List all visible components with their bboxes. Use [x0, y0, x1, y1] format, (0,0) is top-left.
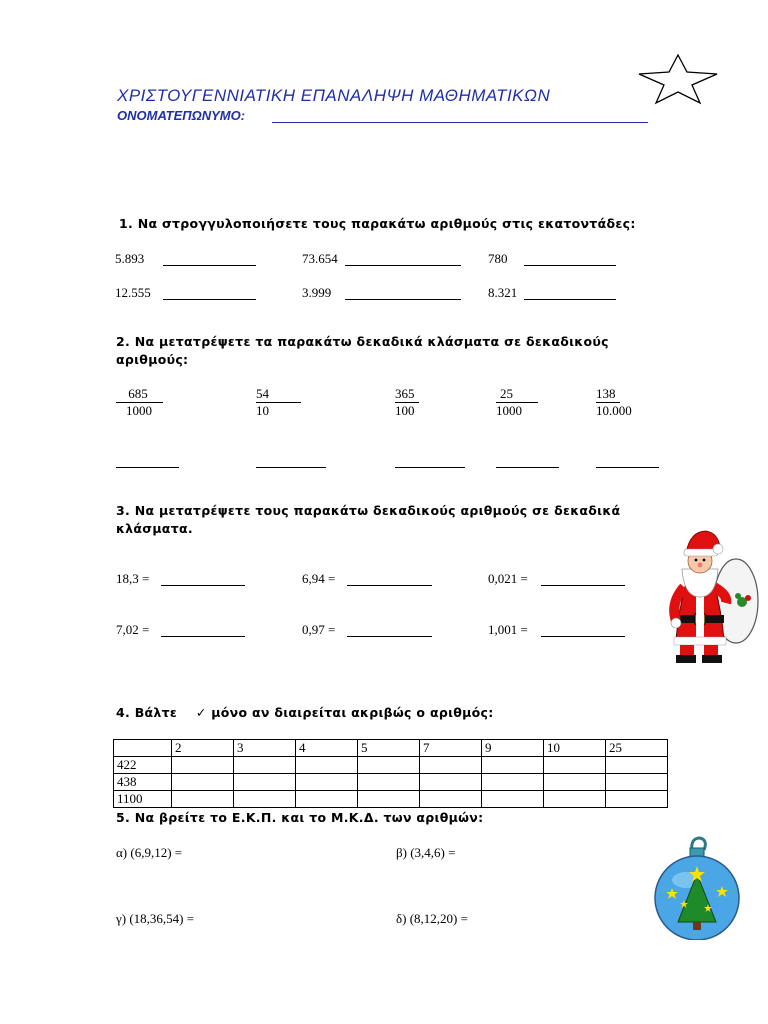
- table-header-cell: 4: [296, 740, 358, 757]
- table-header-cell: 10: [544, 740, 606, 757]
- answer-blank[interactable]: [596, 466, 659, 468]
- q1-number: 12.555: [115, 285, 151, 300]
- fraction-numerator: 25: [496, 386, 538, 403]
- q3-item: 7,02 =: [116, 622, 150, 637]
- table-row-label: 422: [114, 757, 172, 774]
- table-header-cell: 5: [358, 740, 420, 757]
- star-icon: [622, 52, 722, 106]
- fraction: [496, 386, 538, 419]
- divisibility-table: [113, 739, 668, 808]
- table-header-cell: 2: [172, 740, 234, 757]
- answer-blank[interactable]: [345, 298, 461, 300]
- fraction: [256, 386, 301, 419]
- question-3-heading: 3. Να μετατρέψετε τους παρακάτω δεκαδικούς αριθμούς σε δεκαδικά: [116, 503, 621, 518]
- fraction-denominator: 1000: [496, 403, 522, 418]
- table-header-cell: 7: [420, 740, 482, 757]
- fraction-denominator: 10: [256, 403, 269, 418]
- table-cell[interactable]: [544, 791, 606, 808]
- worksheet-title: ΧΡΙΣΤΟΥΓΕΝΝΙΑΤΙΚΗ ΕΠΑΝΑΛΗΨΗ ΜΑΘΗΜΑΤΙΚΩΝ: [117, 86, 551, 105]
- question-3-heading-cont: κλάσματα.: [116, 521, 193, 536]
- q3-item: 6,94 =: [302, 571, 336, 586]
- table-cell[interactable]: [482, 791, 544, 808]
- fraction-numerator: 54: [256, 386, 301, 403]
- santa-claus-icon: [666, 523, 762, 665]
- table-cell[interactable]: [420, 757, 482, 774]
- question-2-heading: 2. Να μετατρέψετε τα παρακάτω δεκαδικά κλάσματα σε δεκαδικούς: [116, 334, 609, 349]
- question-4-text: μόνο αν διαιρείται ακριβώς ο αριθμός:: [211, 705, 494, 720]
- answer-blank[interactable]: [347, 584, 432, 586]
- fraction-denominator: 100: [395, 403, 415, 418]
- name-label: ΟΝΟΜΑΤΕΠΩΝΥΜΟ:: [117, 108, 246, 123]
- fraction: [116, 386, 163, 419]
- table-cell[interactable]: [606, 774, 668, 791]
- checkmark-icon: ✓: [195, 705, 207, 720]
- fraction-numerator: 685: [116, 386, 163, 403]
- table-cell[interactable]: [234, 774, 296, 791]
- christmas-ornament-icon: [650, 836, 746, 940]
- q1-number: 3.999: [302, 285, 332, 300]
- name-field[interactable]: [272, 122, 648, 123]
- answer-blank[interactable]: [541, 635, 625, 637]
- table-cell[interactable]: [420, 791, 482, 808]
- table-row-label: 438: [114, 774, 172, 791]
- table-cell[interactable]: [234, 757, 296, 774]
- table-header-row: [114, 740, 668, 757]
- table-cell[interactable]: [358, 757, 420, 774]
- q5-item: γ) (18,36,54) =: [116, 911, 195, 926]
- fraction-denominator: 10.000: [596, 403, 632, 418]
- answer-blank[interactable]: [161, 635, 245, 637]
- table-cell[interactable]: [358, 791, 420, 808]
- table-row-label: 1100: [114, 791, 172, 808]
- table-cell[interactable]: [172, 774, 234, 791]
- q1-number: 73.654: [302, 251, 338, 266]
- answer-blank[interactable]: [524, 298, 616, 300]
- fraction-numerator: 138: [596, 386, 620, 403]
- table-cell[interactable]: [544, 774, 606, 791]
- answer-blank[interactable]: [163, 298, 256, 300]
- q5-item: δ) (8,12,20) =: [396, 911, 468, 926]
- answer-blank[interactable]: [161, 584, 245, 586]
- answer-blank[interactable]: [345, 264, 461, 266]
- q3-item: 18,3 =: [116, 571, 150, 586]
- answer-blank[interactable]: [116, 466, 179, 468]
- table-cell[interactable]: [420, 774, 482, 791]
- answer-blank[interactable]: [256, 466, 326, 468]
- table-corner-cell: [114, 740, 172, 757]
- table-header-cell: 9: [482, 740, 544, 757]
- table-row: [114, 757, 668, 774]
- table-cell[interactable]: [296, 791, 358, 808]
- table-header-cell: 3: [234, 740, 296, 757]
- answer-blank[interactable]: [496, 466, 559, 468]
- q1-number: 780: [488, 251, 508, 266]
- q3-item: 0,021 =: [488, 571, 528, 586]
- table-cell[interactable]: [296, 774, 358, 791]
- fraction: [596, 386, 632, 419]
- table-cell[interactable]: [482, 757, 544, 774]
- table-cell[interactable]: [172, 791, 234, 808]
- table-header-cell: 25: [606, 740, 668, 757]
- q5-item: β) (3,4,6) =: [396, 845, 456, 860]
- q1-number: 8.321: [488, 285, 518, 300]
- q3-item: 1,001 =: [488, 622, 528, 637]
- question-1-heading: 1. Να στρογγυλοποιήσετε τους παρακάτω αριθμούς στις εκατοντάδες:: [119, 216, 636, 231]
- q3-item: 0,97 =: [302, 622, 336, 637]
- fraction: [395, 386, 419, 419]
- question-4-label: 4. Βάλτε: [116, 705, 178, 720]
- answer-blank[interactable]: [163, 264, 256, 266]
- q1-number: 5.893: [115, 251, 145, 266]
- table-cell[interactable]: [358, 774, 420, 791]
- fraction-numerator: 365: [395, 386, 419, 403]
- table-cell[interactable]: [172, 757, 234, 774]
- question-4-heading: [116, 705, 494, 720]
- table-cell[interactable]: [544, 757, 606, 774]
- fraction-denominator: 1000: [126, 403, 152, 418]
- table-cell[interactable]: [234, 791, 296, 808]
- question-5-heading: 5. Να βρείτε το Ε.Κ.Π. και το Μ.Κ.Δ. των αριθμών:: [116, 810, 484, 825]
- answer-blank[interactable]: [347, 635, 432, 637]
- table-row: [114, 774, 668, 791]
- answer-blank[interactable]: [524, 264, 616, 266]
- table-row: [114, 791, 668, 808]
- table-cell[interactable]: [482, 774, 544, 791]
- table-cell[interactable]: [606, 757, 668, 774]
- answer-blank[interactable]: [395, 466, 465, 468]
- table-cell[interactable]: [296, 757, 358, 774]
- table-cell[interactable]: [606, 791, 668, 808]
- question-2-heading-cont: αριθμούς:: [116, 352, 189, 367]
- answer-blank[interactable]: [541, 584, 625, 586]
- q5-item: α) (6,9,12) =: [116, 845, 183, 860]
